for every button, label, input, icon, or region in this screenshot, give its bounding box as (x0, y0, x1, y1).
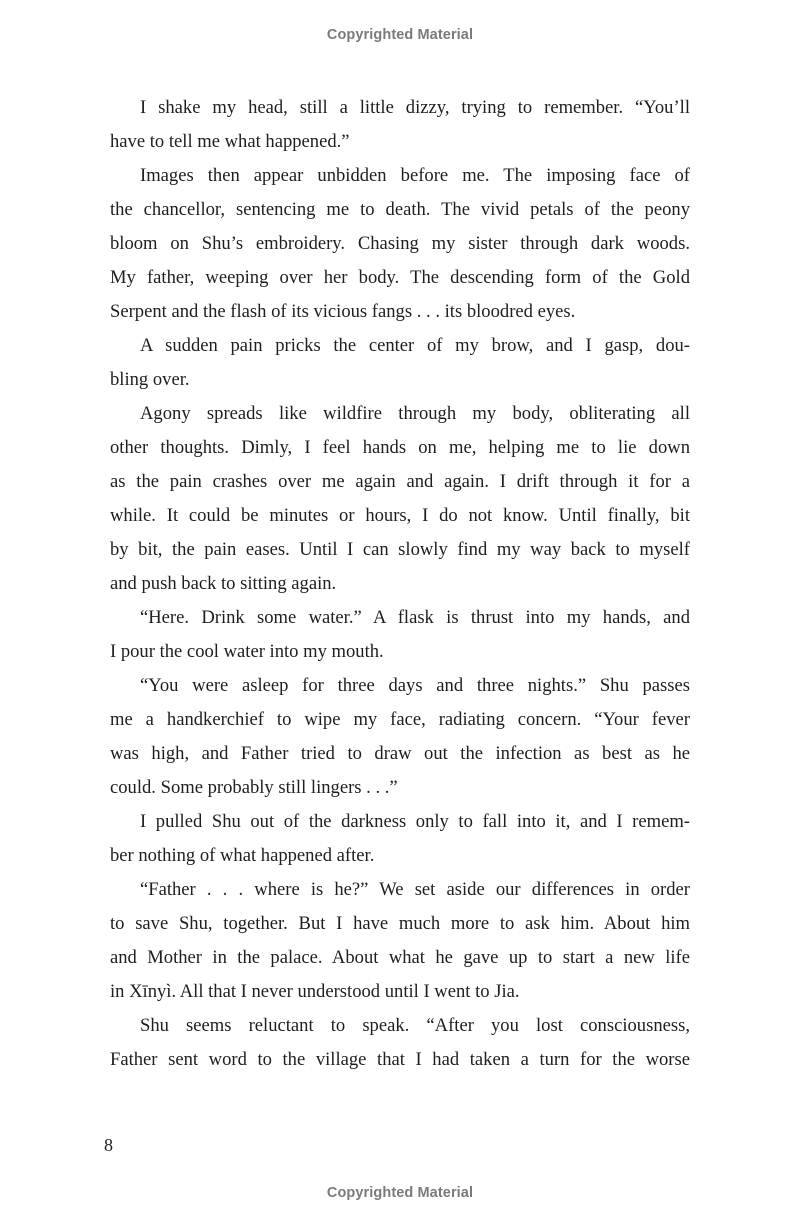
text-line: bling over. (110, 369, 190, 390)
paragraph (110, 669, 690, 805)
text-line: by bit, the pain eases. Until I can slowly find my way back to myself (110, 539, 690, 560)
text-line: was high, and Father tried to draw out the infection as best as he (110, 743, 690, 764)
text-line: as the pain crashes over me again and again. I drift through it for a (110, 471, 690, 492)
body-text (110, 91, 690, 1077)
text-line: ber nothing of what happened after. (110, 845, 375, 866)
text-line: “Here. Drink some water.” A flask is thrust into my hands, and (140, 607, 690, 628)
text-line: Images then appear unbidden before me. The imposing face of (140, 165, 690, 186)
text-line: “You were asleep for three days and three nights.” Shu passes (140, 675, 690, 696)
text-line: in Xīnyì. All that I never understood until I went to Jia. (110, 981, 520, 1002)
copyright-watermark-bottom: Copyrighted Material (326, 1185, 474, 1201)
paragraph (110, 1009, 690, 1077)
text-line: I pulled Shu out of the darkness only to fall into it, and I remem- (140, 811, 690, 832)
paragraph (110, 329, 690, 397)
text-line: A sudden pain pricks the center of my brow, and I gasp, dou- (140, 335, 690, 356)
text-line: bloom on Shu’s embroidery. Chasing my sister through dark woods. (110, 233, 690, 254)
text-line: have to tell me what happened.” (110, 131, 350, 152)
page-number: 8 (104, 1135, 113, 1155)
text-line: me a handkerchief to wipe my face, radiating concern. “Your fever (110, 709, 690, 730)
text-line: Agony spreads like wildfire through my body, obliterating all (140, 403, 690, 424)
text-line: the chancellor, sentencing me to death. The vivid petals of the peony (110, 199, 690, 220)
text-line: to save Shu, together. But I have much more to ask him. About him (110, 913, 690, 934)
text-line: while. It could be minutes or hours, I do not know. Until finally, bit (110, 505, 690, 526)
text-line: Serpent and the flash of its vicious fangs . . . its bloodred eyes. (110, 301, 576, 322)
text-line: Father sent word to the village that I had taken a turn for the worse (110, 1049, 690, 1070)
paragraph (110, 159, 690, 329)
text-line: and Mother in the palace. About what he gave up to start a new life (110, 947, 690, 968)
text-line: and push back to sitting again. (110, 573, 337, 594)
paragraph (110, 805, 690, 873)
paragraph (110, 91, 690, 159)
paragraph (110, 397, 690, 601)
text-line: I pour the cool water into my mouth. (110, 641, 384, 662)
text-line: Shu seems reluctant to speak. “After you lost consciousness, (140, 1015, 690, 1036)
copyright-watermark-top: Copyrighted Material (326, 27, 474, 43)
paragraph (110, 873, 690, 1009)
paragraph (110, 601, 690, 669)
text-line: I shake my head, still a little dizzy, trying to remember. “You’ll (140, 97, 690, 118)
text-line: My father, weeping over her body. The descending form of the Gold (110, 267, 690, 288)
text-line: “Father . . . where is he?” We set aside our differences in order (140, 879, 690, 900)
text-line: could. Some probably still lingers . . .” (110, 777, 398, 798)
text-line: other thoughts. Dimly, I feel hands on me, helping me to lie down (110, 437, 690, 458)
